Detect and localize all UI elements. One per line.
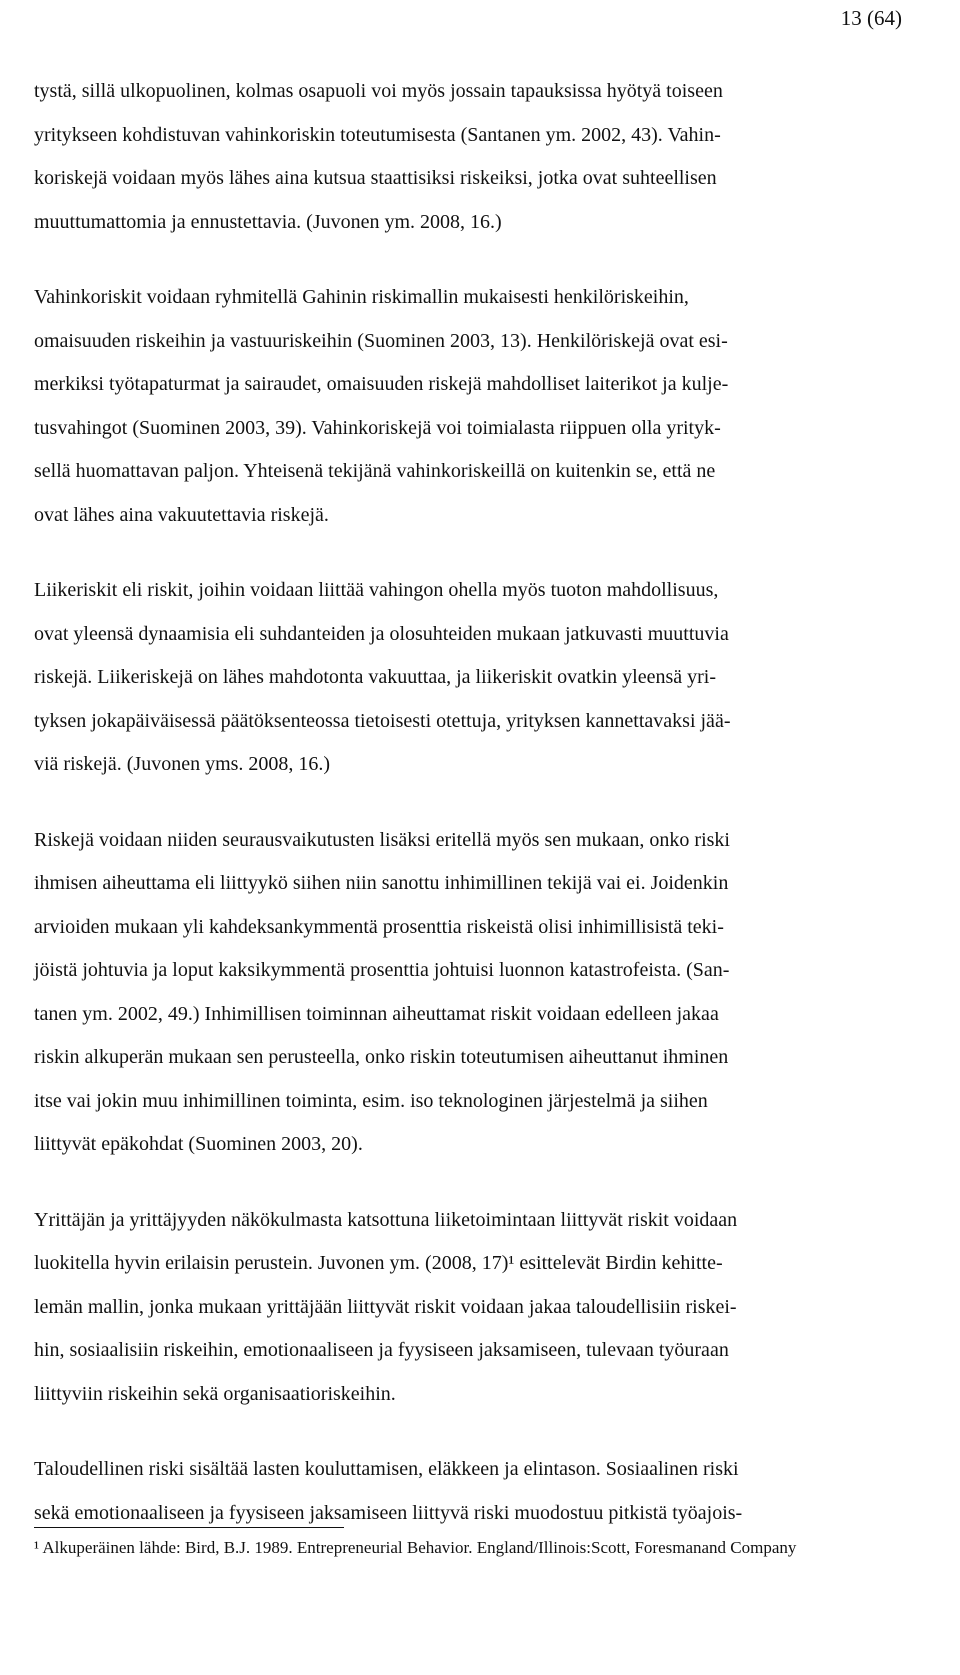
paragraph: Vahinkoriskit voidaan ryhmitellä Gahinin riskimallin mukaisesti henkilöriskeihin, omaisuuden riskeihin ja vastuuriskeihin (Suominen 2003, 13). Henkilöriskejä ovat esi- merkiksi työtapaturmat ja sairaudet, omaisuuden riskejä mahdolliset laiterikot ja kulje- tusvahingot (Suominen 2003, 39). Vahinkoriskejä voi toimialasta riippuen olla yrityk- sellä huomattavan paljon. Yhteisenä tekijänä vahinkoriskeillä on kuitenkin se, että ne ovat lähes aina vakuutettavia riskejä. <box>34 286 729 526</box>
page-number: 13 (64) <box>840 6 902 30</box>
paragraph: Yrittäjän ja yrittäjyyden näkökulmasta katsottuna liiketoimintaan liittyvät riskit voidaan luokitella hyvin erilaisin perustein. Juvonen ym. (2008, 17)¹ esittelevät Birdin kehitte- lemän mallin, jonka mukaan yrittäjään liittyvät riskit voidaan jakaa taloudellisiin riskei- hin, sosiaalisiin riskeihin, emotionaaliseen ja fyysiseen jaksamiseen, tulevaan työuraan liittyviin riskeihin sekä organisaatioriskeihin. <box>34 1208 738 1405</box>
footnote-area <box>34 1527 908 1560</box>
paragraph: tystä, sillä ulkopuolinen, kolmas osapuoli voi myös jossain tapauksissa hyötyä toiseen yritykseen kohdistuvan vahinkoriskin toteutumisesta (Santanen ym. 2002, 43). Vahin- koriskejä voidaan myös lähes aina kutsua staattisiksi riskeiksi, jotka ovat suhteellisen muuttumattomia ja ennustettavia. (Juvonen ym. 2008, 16.) <box>34 80 723 233</box>
footnote: ¹ Alkuperäinen lähde: Bird, B.J. 1989. Entrepreneurial Behavior. England/Illinois:Scott, Foresmanand Company <box>34 1538 797 1557</box>
footnote-separator <box>34 1527 344 1528</box>
paragraph: Liikeriskit eli riskit, joihin voidaan liittää vahingon ohella myös tuoton mahdollisuus, ovat yleensä dynaamisia eli suhdanteiden ja olosuhteiden mukaan jatkuvasti muuttuvia riskejä. Liikeriskejä on lähes mahdotonta vakuuttaa, ja liikeriskit ovatkin yleensä yri- tyksen jokapäiväisessä päätöksenteossa tietoisesti otettuja, yrityksen kannettavaksi jää- viä riskejä. (Juvonen yms. 2008, 16.) <box>34 579 731 775</box>
paragraph: Riskejä voidaan niiden seurausvaikutusten lisäksi eritellä myös sen mukaan, onko riski ihmisen aiheuttama eli liittyykö siihen niin sanottu inhimillinen tekijä vai ei. Joidenkin arvioiden mukaan yli kahdeksankymmentä prosenttia riskeistä olisi inhimillisistä teki- jöistä johtuvia ja loput kaksikymmentä prosenttia johtuisi luonnon katastrofeista. (San- tanen ym. 2002, 49.) Inhimillisen toiminnan aiheuttamat riskit voidaan edelleen jakaa riskin alkuperän mukaan sen perusteella, onko riskin toteutumisen aiheuttanut ihminen itse vai jokin muu inhimillinen toiminta, esim. iso teknologinen järjestelmä ja siihen liittyvät epäkohdat (Suominen 2003, 20). <box>34 828 730 1155</box>
body-text <box>34 70 908 1567</box>
paragraph: Taloudellinen riski sisältää lasten kouluttamisen, eläkkeen ja elintason. Sosiaalinen riski sekä emotionaaliseen ja fyysiseen jaksamiseen liittyvä riski muodostuu pitkistä työajois- <box>34 1458 743 1524</box>
